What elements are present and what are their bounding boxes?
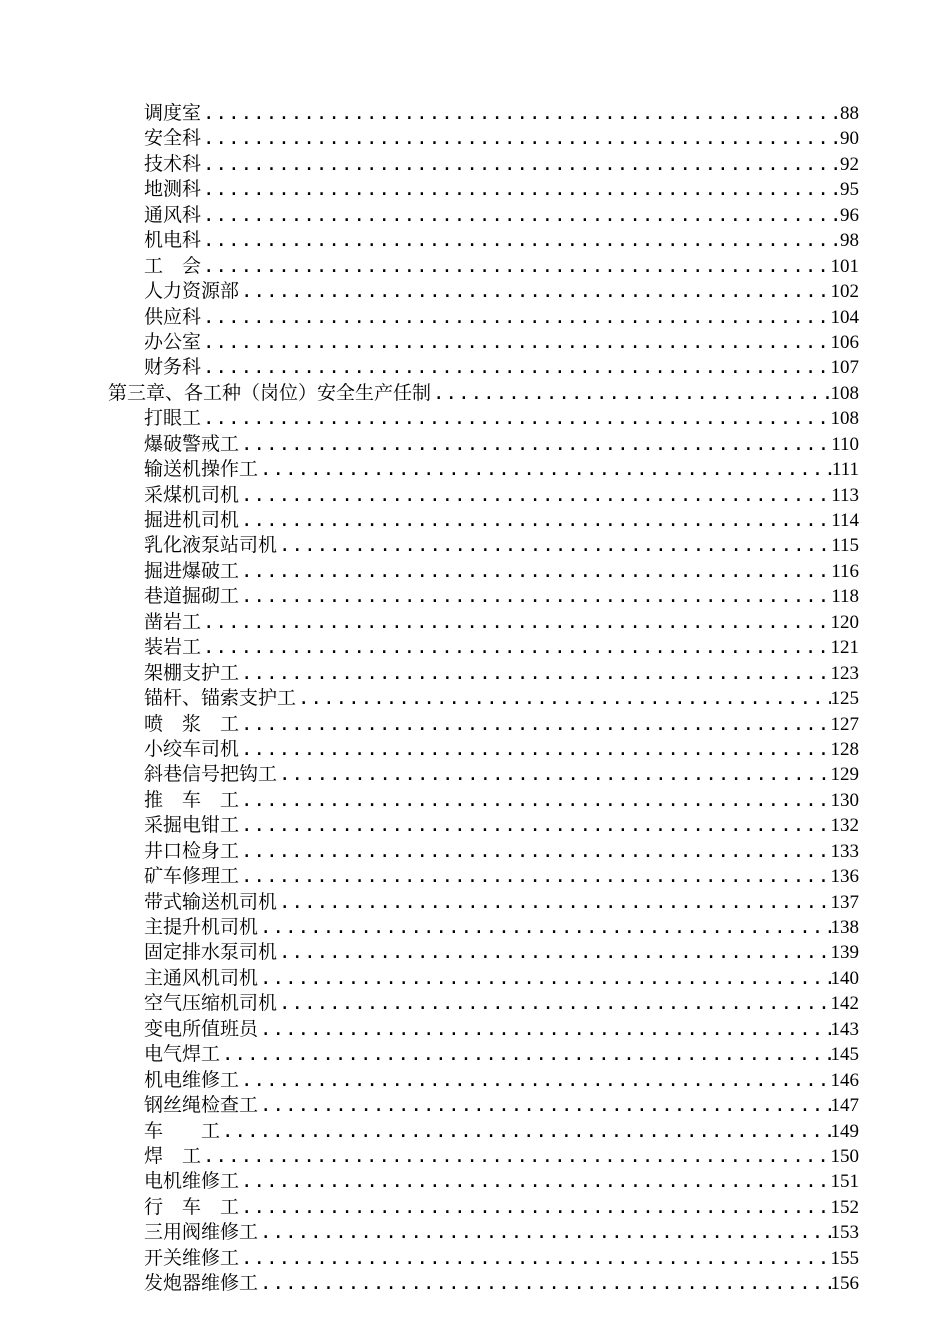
dot-leader [277, 533, 831, 558]
toc-entry[interactable] [0, 483, 950, 508]
toc-entry[interactable] [0, 533, 950, 558]
dot-leader [239, 712, 830, 737]
toc-entry[interactable] [0, 203, 950, 228]
toc-entry[interactable] [0, 279, 950, 304]
toc-entry-page-number: 130 [830, 789, 859, 811]
table-of-contents [0, 101, 950, 1297]
toc-entry[interactable] [0, 1119, 950, 1144]
toc-entry[interactable] [0, 305, 950, 330]
dot-leader [201, 126, 840, 151]
toc-entry-page-number: 139 [830, 942, 859, 964]
toc-entry-page-number: 113 [831, 484, 859, 506]
dot-leader [239, 1068, 830, 1093]
dot-leader [258, 1220, 830, 1245]
toc-entry-page-number: 114 [831, 510, 859, 531]
dot-leader [239, 1246, 830, 1271]
toc-entry[interactable] [0, 915, 950, 940]
toc-entry[interactable] [0, 1271, 950, 1296]
toc-entry-title: 开关维修工 [144, 1246, 240, 1269]
toc-entry-page-number: 88 [840, 103, 859, 124]
toc-entry-title: 采煤机司机 [144, 483, 240, 506]
toc-entry-title: 行 车 工 [144, 1195, 240, 1218]
toc-entry-page-number: 133 [830, 840, 859, 862]
dot-leader [239, 1169, 830, 1194]
toc-entry-page-number: 98 [840, 230, 859, 252]
dot-leader [431, 381, 830, 406]
dot-leader [201, 228, 840, 253]
toc-entry-page-number: 95 [840, 179, 859, 201]
toc-entry-title: 工 会 [144, 254, 202, 277]
toc-entry[interactable] [0, 1169, 950, 1194]
toc-entry[interactable] [0, 661, 950, 686]
toc-entry[interactable] [0, 712, 950, 737]
toc-entry-page-number: 147 [830, 1095, 859, 1117]
toc-entry-title: 地测科 [144, 178, 202, 201]
toc-entry-title: 发炮器维修工 [144, 1272, 259, 1295]
toc-entry-page-number: 111 [831, 459, 859, 481]
toc-entry-title: 钢丝绳检查工 [144, 1094, 259, 1117]
toc-entry-title: 办公室 [144, 330, 202, 353]
toc-entry-title: 装岩工 [144, 636, 202, 659]
toc-entry-title: 技术科 [144, 152, 202, 175]
toc-entry-title: 输送机操作工 [144, 458, 259, 481]
dot-leader [239, 279, 830, 304]
toc-entry[interactable] [0, 406, 950, 431]
toc-entry-title: 凿岩工 [144, 610, 202, 633]
dot-leader [258, 966, 830, 991]
toc-entry-page-number: 108 [830, 382, 859, 404]
dot-leader [258, 1271, 830, 1296]
toc-entry[interactable] [0, 457, 950, 482]
toc-entry-title: 人力资源部 [144, 280, 240, 303]
dot-leader [220, 1042, 830, 1067]
toc-entry[interactable] [0, 839, 950, 864]
dot-leader [258, 1017, 830, 1042]
dot-leader [239, 508, 831, 533]
toc-chapter-entry[interactable] [0, 381, 950, 406]
dot-leader [239, 839, 830, 864]
toc-entry[interactable] [0, 788, 950, 813]
dot-leader [201, 203, 840, 228]
toc-entry-page-number: 118 [831, 586, 859, 608]
dot-leader [277, 890, 830, 915]
toc-entry[interactable] [0, 991, 950, 1016]
dot-leader [201, 635, 830, 660]
dot-leader [201, 177, 840, 202]
toc-entry-title: 三用阀维修工 [144, 1221, 259, 1244]
toc-entry-page-number: 149 [830, 1120, 859, 1142]
toc-entry-page-number: 146 [830, 1069, 859, 1091]
dot-leader [258, 457, 832, 482]
toc-entry-title: 调度室 [144, 102, 202, 124]
toc-entry[interactable] [0, 813, 950, 838]
toc-entry-page-number: 116 [831, 560, 859, 582]
toc-entry-title: 电气焊工 [144, 1043, 221, 1066]
toc-entry[interactable] [0, 432, 950, 457]
toc-entry-page-number: 121 [830, 637, 859, 659]
toc-entry-page-number: 108 [830, 408, 859, 430]
toc-entry[interactable] [0, 610, 950, 635]
toc-entry-page-number: 101 [830, 255, 859, 277]
toc-entry-title: 安全科 [144, 127, 202, 150]
dot-leader [239, 1195, 830, 1220]
dot-leader [201, 610, 830, 635]
toc-entry-title: 斜巷信号把钩工 [144, 763, 278, 786]
toc-entry-page-number: 143 [830, 1018, 859, 1040]
toc-entry-page-number: 123 [830, 662, 859, 684]
toc-entry-title: 固定排水泵司机 [144, 941, 278, 964]
dot-leader [239, 483, 831, 508]
toc-entry-title: 财务科 [144, 356, 202, 379]
dot-leader [258, 1093, 830, 1118]
toc-entry[interactable] [0, 1093, 950, 1118]
toc-entry-page-number: 115 [831, 535, 859, 557]
toc-entry-page-number: 155 [830, 1247, 859, 1269]
toc-entry[interactable] [0, 254, 950, 279]
toc-entry[interactable] [0, 966, 950, 991]
toc-entry-page-number: 150 [830, 1145, 859, 1167]
dot-leader [239, 864, 830, 889]
toc-entry-page-number: 145 [830, 1044, 859, 1066]
toc-entry-page-number: 152 [830, 1196, 859, 1218]
toc-entry-page-number: 137 [830, 891, 859, 913]
toc-entry[interactable] [0, 355, 950, 380]
toc-entry[interactable] [0, 1144, 950, 1169]
toc-entry-page-number: 142 [830, 993, 859, 1015]
dot-leader [239, 584, 831, 609]
toc-entry-title: 带式输送机司机 [144, 890, 278, 913]
toc-entry-title: 架棚支护工 [144, 661, 240, 684]
toc-entry-title: 焊 工 [144, 1144, 202, 1167]
toc-entry[interactable] [0, 126, 950, 151]
toc-entry-title: 锚杆、锚索支护工 [144, 687, 297, 710]
toc-entry-title: 小绞车司机 [144, 737, 240, 760]
dot-leader [201, 330, 830, 355]
toc-entry[interactable] [0, 686, 950, 711]
toc-entry-page-number: 102 [830, 281, 859, 303]
toc-entry-title: 掘进爆破工 [144, 559, 240, 582]
toc-entry-title: 巷道掘砌工 [144, 585, 240, 608]
dot-leader [201, 254, 830, 279]
dot-leader [239, 559, 831, 584]
toc-entry-title: 车 工 [144, 1119, 221, 1142]
toc-entry[interactable] [0, 101, 950, 126]
dot-leader [201, 305, 830, 330]
toc-entry-title: 打眼工 [144, 407, 202, 430]
toc-entry[interactable] [0, 635, 950, 660]
toc-entry-title: 机电科 [144, 229, 202, 252]
toc-entry-page-number: 107 [830, 357, 859, 379]
toc-entry[interactable] [0, 940, 950, 965]
dot-leader [201, 406, 830, 431]
dot-leader [239, 737, 830, 762]
dot-leader [239, 788, 830, 813]
dot-leader [239, 661, 830, 686]
toc-entry[interactable] [0, 584, 950, 609]
toc-entry[interactable] [0, 737, 950, 762]
toc-entry[interactable] [0, 1195, 950, 1220]
toc-entry-title: 乳化液泵站司机 [144, 534, 278, 557]
toc-entry-page-number: 151 [830, 1171, 859, 1193]
toc-entry[interactable] [0, 1042, 950, 1067]
toc-entry[interactable] [0, 864, 950, 889]
toc-entry-title: 变电所值班员 [144, 1017, 259, 1040]
toc-entry-title: 矿车修理工 [144, 865, 240, 888]
toc-entry-page-number: 96 [840, 204, 859, 226]
toc-entry-page-number: 104 [830, 306, 859, 328]
toc-entry-title: 爆破警戒工 [144, 432, 240, 455]
toc-entry-title: 电机维修工 [144, 1170, 240, 1193]
toc-entry[interactable] [0, 890, 950, 915]
toc-entry-page-number: 153 [830, 1222, 859, 1244]
toc-entry-page-number: 129 [830, 764, 859, 786]
toc-entry[interactable] [0, 1017, 950, 1042]
toc-entry[interactable] [0, 762, 950, 787]
toc-entry-title: 通风科 [144, 203, 202, 226]
dot-leader [277, 762, 830, 787]
toc-entry-title: 机电维修工 [144, 1068, 240, 1091]
dot-leader [239, 813, 830, 838]
toc-entry-page-number: 110 [831, 433, 859, 455]
toc-entry[interactable] [0, 152, 950, 177]
toc-entry-page-number: 132 [830, 815, 859, 837]
dot-leader [201, 101, 840, 126]
toc-entry-title: 喷 浆 工 [144, 712, 240, 735]
toc-entry-title: 第三章、各工种（岗位）安全生产任制 [108, 381, 432, 404]
toc-entry-title: 主提升机司机 [144, 916, 259, 938]
toc-entry[interactable] [0, 228, 950, 253]
toc-entry[interactable] [0, 1220, 950, 1245]
toc-entry-title: 推 车 工 [144, 788, 240, 811]
toc-entry-title: 空气压缩机司机 [144, 992, 278, 1015]
toc-entry-page-number: 90 [840, 128, 859, 150]
toc-entry-page-number: 156 [830, 1273, 859, 1295]
dot-leader [239, 432, 831, 457]
toc-entry[interactable] [0, 559, 950, 584]
toc-entry-page-number: 128 [830, 738, 859, 760]
toc-entry-title: 主通风机司机 [144, 966, 259, 989]
toc-entry-page-number: 140 [830, 967, 859, 989]
dot-leader [258, 915, 830, 940]
toc-entry-page-number: 136 [830, 866, 859, 888]
toc-entry-page-number: 138 [830, 917, 859, 938]
toc-entry-page-number: 127 [830, 713, 859, 735]
toc-entry-page-number: 120 [830, 611, 859, 633]
toc-entry-title: 掘进机司机 [144, 509, 240, 531]
toc-entry[interactable] [0, 1246, 950, 1271]
toc-entry-title: 井口检身工 [144, 839, 240, 862]
toc-entry-title: 供应科 [144, 305, 202, 328]
toc-entry-page-number: 106 [830, 331, 859, 353]
dot-leader [296, 686, 830, 711]
dot-leader [277, 940, 830, 965]
toc-entry[interactable] [0, 508, 950, 533]
dot-leader [220, 1119, 830, 1144]
toc-entry-page-number: 92 [840, 153, 859, 175]
toc-entry[interactable] [0, 1068, 950, 1093]
dot-leader [201, 355, 830, 380]
toc-entry[interactable] [0, 330, 950, 355]
dot-leader [201, 1144, 830, 1169]
dot-leader [277, 991, 830, 1016]
toc-entry-title: 采掘电钳工 [144, 814, 240, 837]
toc-entry-page-number: 125 [830, 688, 859, 710]
toc-entry[interactable] [0, 177, 950, 202]
dot-leader [201, 152, 840, 177]
